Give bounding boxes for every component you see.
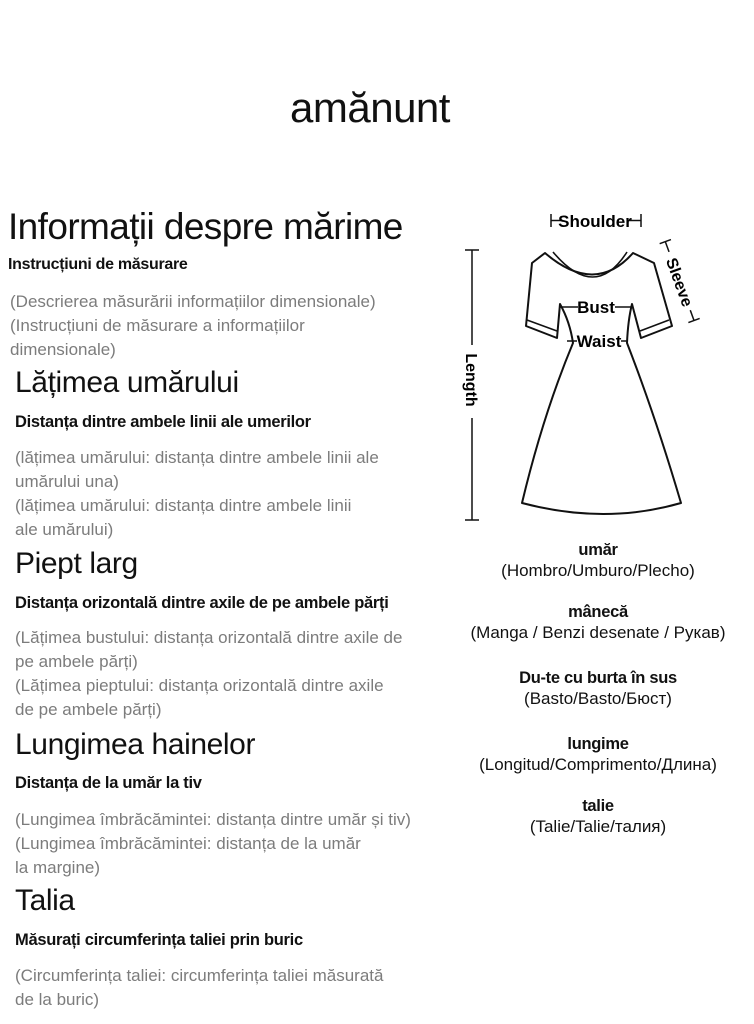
dress-measurement-diagram	[455, 200, 715, 530]
description-line: (Lățimea bustului: distanța orizontală dintre axile de	[15, 628, 403, 647]
description-line: ale umărului)	[15, 520, 114, 539]
legend-term: mânecă	[568, 603, 628, 621]
description-line: (lățimea umărului: distanța dintre ambele linii	[15, 496, 352, 515]
legend-item-sleeve	[455, 602, 741, 643]
section-description-shoulder-width	[15, 446, 460, 542]
page-title: amănunt	[290, 84, 450, 131]
section-title-length: Lungimea hainelor	[15, 728, 256, 761]
legend-translation: (Longitud/Comprimento/Длина)	[479, 755, 717, 774]
waist-label: Waist	[576, 332, 622, 351]
legend-translation: (Hombro/Umburo/Plecho)	[501, 561, 695, 580]
size-info-description	[10, 290, 450, 362]
description-line: (Lățimea pieptului: distanța orizontală dintre axile	[15, 676, 384, 695]
bust-indicator	[559, 298, 632, 317]
description-line: (Instrucțiuni de măsurare a informațiilor	[10, 316, 305, 335]
section-description-length	[15, 808, 460, 880]
section-title-chest: Piept larg	[15, 547, 138, 580]
legend-item-length	[455, 734, 741, 775]
description-line: (Lungimea îmbrăcămintei: distanța dintre umăr și tiv)	[15, 810, 411, 829]
shoulder-label: Shoulder	[558, 212, 632, 231]
bust-label: Bust	[577, 298, 615, 317]
legend-term: umăr	[578, 541, 618, 559]
sleeve-indicator	[656, 239, 701, 324]
description-line: de pe ambele părți)	[15, 700, 162, 719]
legend-translation: (Talie/Talie/талия)	[529, 817, 667, 836]
description-line: dimensionale)	[10, 340, 116, 359]
legend-term: lungime	[567, 735, 629, 753]
waist-indicator	[567, 332, 628, 351]
description-line: de la buric)	[15, 990, 100, 1009]
section-subtitle-shoulder-width: Distanța dintre ambele linii ale umerilor	[15, 413, 311, 431]
sleeve-label: Sleeve	[661, 255, 696, 310]
section-subtitle-waist: Măsurați circumferința taliei prin buric	[15, 931, 303, 949]
description-line: umărului una)	[15, 472, 119, 491]
section-subtitle-length: Distanța de la umăr la tiv	[15, 774, 202, 792]
length-indicator	[462, 250, 479, 520]
legend-item-waist	[455, 796, 741, 837]
legend-term: Du-te cu burta în sus	[519, 669, 677, 687]
size-info-subtitle: Instrucțiuni de măsurare	[8, 256, 188, 273]
description-line: pe ambele părți)	[15, 652, 138, 671]
section-subtitle-chest: Distanța orizontală dintre axile de pe ambele părți	[15, 594, 389, 612]
legend-item-shoulder	[455, 540, 741, 581]
size-info-title: Informații despre mărime	[8, 206, 403, 247]
legend-translation: (Manga / Benzi desenate / Рукав)	[470, 623, 726, 642]
legend-translation: (Basto/Basto/Бюст)	[524, 689, 672, 708]
dress-outline	[522, 252, 681, 514]
length-label: Length	[462, 353, 479, 407]
description-line: (lățimea umărului: distanța dintre ambele linii ale	[15, 448, 379, 467]
section-title-waist: Talia	[15, 884, 75, 917]
section-title-shoulder-width: Lățimea umărului	[15, 366, 239, 399]
description-line: (Descrierea măsurării informațiilor dimensionale)	[10, 292, 376, 311]
shoulder-indicator	[551, 212, 641, 231]
section-description-waist	[15, 964, 460, 1012]
description-line: la margine)	[15, 858, 101, 877]
legend-term: talie	[582, 797, 614, 815]
section-description-chest	[15, 626, 460, 722]
legend-item-bust	[455, 668, 741, 709]
description-line: (Lungimea îmbrăcămintei: distanța de la umăr	[15, 834, 361, 853]
description-line: (Circumferința taliei: circumferința taliei măsurată	[15, 966, 384, 985]
